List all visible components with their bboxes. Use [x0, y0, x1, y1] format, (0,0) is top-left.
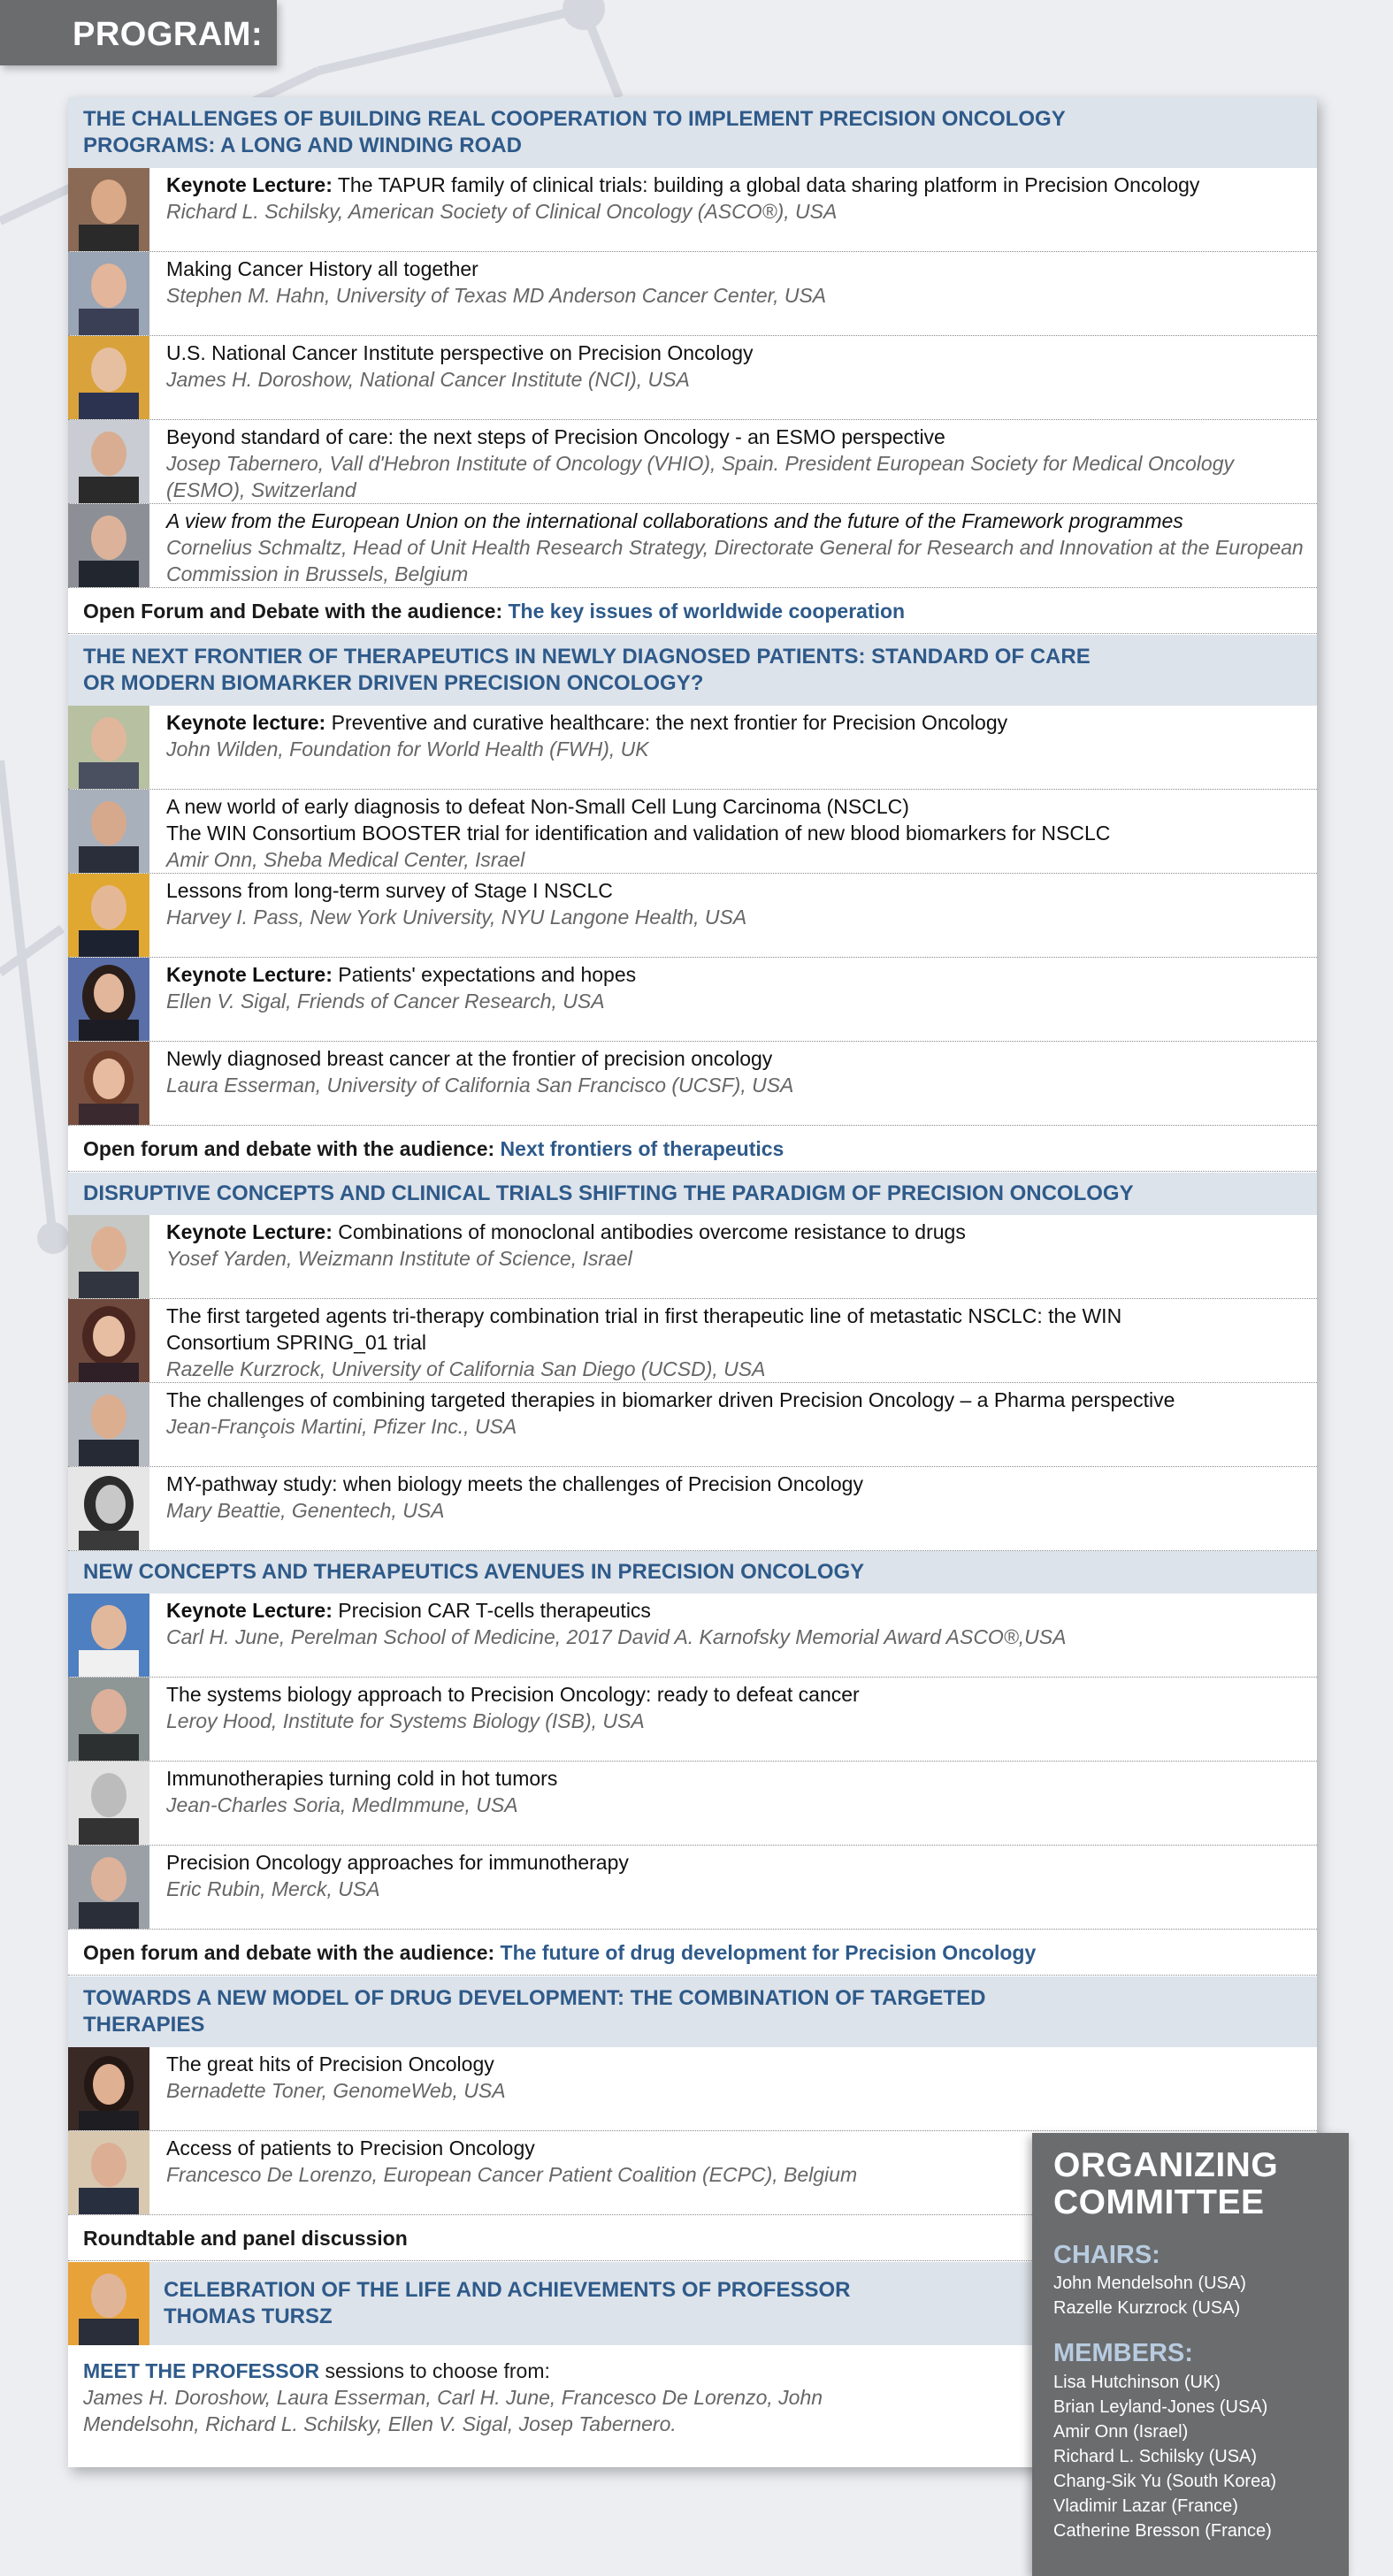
speaker-name: Francesco De Lorenzo, European Cancer Patient Coalition (ECPC), Belgium: [166, 2163, 858, 2186]
speaker-photo: [68, 2047, 149, 2130]
talk-row: [68, 168, 1317, 252]
talk-title: Access of patients to Precision Oncology: [166, 2136, 535, 2159]
speaker-name: Eric Rubin, Merck, USA: [166, 1877, 380, 1900]
member-name: Amir Onn (Israel): [1053, 2422, 1189, 2442]
open-forum-line: Open Forum and Debate with the audience: The key issues of worldwide cooperation: [68, 588, 1317, 634]
chair-name: John Mendelsohn (USA): [1053, 2274, 1246, 2293]
talk-row: [68, 1594, 1317, 1678]
section-header: [68, 635, 1317, 706]
talk-title: The first targeted agents tri-therapy combination trial in first therapeutic line of metastatic NSCLC: the WIN: [166, 1304, 1122, 1327]
talk-row: [68, 1042, 1317, 1126]
talk-row: [68, 252, 1317, 336]
section-header: [68, 1976, 1317, 2047]
talk-row: [68, 420, 1317, 504]
speaker-photo: [68, 504, 149, 587]
member-name: Lisa Hutchinson (UK): [1053, 2373, 1221, 2392]
talk-title: The challenges of combining targeted therapies in biomarker driven Precision Oncology – a Pharma perspective: [166, 1388, 1175, 1411]
speaker-name: Carl H. June, Perelman School of Medicine, 2017 David A. Karnofsky Memorial Award ASCO®,USA: [166, 1625, 1067, 1648]
open-forum-line: Open forum and debate with the audience: Next frontiers of therapeutics: [68, 1126, 1317, 1172]
open-forum-line: Open forum and debate with the audience: The future of drug development for Precision Oncology: [68, 1930, 1317, 1976]
speaker-name: John Wilden, Foundation for World Health (FWH), UK: [166, 738, 649, 761]
chair-name: Razelle Kurzrock (USA): [1053, 2298, 1241, 2318]
program-tab: PROGRAM:: [0, 0, 277, 65]
speaker-photo: [68, 252, 149, 335]
speaker-name: Yosef Yarden, Weizmann Institute of Science, Israel: [166, 1247, 632, 1270]
talk-row: [68, 706, 1317, 790]
speaker-photo: [68, 336, 149, 419]
speaker-name: Leroy Hood, Institute for Systems Biology (ISB), USA: [166, 1709, 645, 1732]
speaker-photo: [68, 1467, 149, 1550]
talk-subtitle: Consortium SPRING_01 trial: [166, 1331, 426, 1354]
section-title: THE NEXT FRONTIER OF THERAPEUTICS IN NEWLY DIAGNOSED PATIENTS: STANDARD OF CARE OR MODERN BIOMARKER DRIVEN PRECISION ONCOLOGY?: [83, 645, 1091, 695]
talk-row: [68, 336, 1317, 420]
speaker-photo: [68, 1678, 149, 1761]
speaker-photo: [68, 1594, 149, 1677]
member-name: Richard L. Schilsky (USA): [1053, 2447, 1258, 2466]
talk-title: Lessons from long-term survey of Stage I NSCLC: [166, 879, 613, 902]
talk-title: Keynote Lecture: Patients' expectations and hopes: [166, 963, 637, 986]
section-header: [68, 1551, 1317, 1594]
talk-title: Precision Oncology approaches for immunotherapy: [166, 1851, 629, 1874]
talk-title: Immunotherapies turning cold in hot tumors: [166, 1767, 558, 1790]
speaker-photo: [68, 958, 149, 1041]
speaker-name: James H. Doroshow, National Cancer Institute (NCI), USA: [166, 368, 690, 391]
section-title: DISRUPTIVE CONCEPTS AND CLINICAL TRIALS SHIFTING THE PARADIGM OF PRECISION ONCOLOGY: [83, 1181, 1134, 1205]
member-name: Vladimir Lazar (France): [1053, 2496, 1238, 2516]
speaker-name: Cornelius Schmaltz, Head of Unit Health Research Strategy, Directorate General for Research and Innovation at the European Commission in Brussels, Belgium: [166, 536, 1304, 585]
speaker-photo: [68, 790, 149, 873]
celebration-title: CELEBRATION OF THE LIFE AND ACHIEVEMENTS OF PROFESSOR THOMAS TURSZ: [164, 2278, 851, 2328]
section-title: THE CHALLENGES OF BUILDING REAL COOPERATION TO IMPLEMENT PRECISION ONCOLOGY PROGRAMS: A LONG AND WINDING ROAD: [83, 107, 1066, 157]
speaker-name: Bernadette Toner, GenomeWeb, USA: [166, 2079, 506, 2102]
talk-row: [68, 1678, 1317, 1762]
speaker-name: Harvey I. Pass, New York University, NYU Langone Health, USA: [166, 906, 747, 929]
talk-row: [68, 790, 1317, 874]
speaker-photo: [68, 168, 149, 251]
members-label: MEMBERS:: [1053, 2339, 1193, 2367]
meet-the-professor: MEET THE PROFESSOR sessions to choose from:: [83, 2359, 550, 2382]
talk-title: A new world of early diagnosis to defeat Non-Small Cell Lung Carcinoma (NSCLC): [166, 795, 909, 818]
meet-professor-names: James H. Doroshow, Laura Esserman, Carl H. June, Francesco De Lorenzo, John Mendelsohn, Richard L. Schilsky, Ellen V. Sigal, Josep Tabernero.: [83, 2386, 823, 2435]
talk-title: Keynote Lecture: Precision CAR T-cells therapeutics: [166, 1599, 651, 1622]
speaker-photo: [68, 706, 149, 789]
section-title: TOWARDS A NEW MODEL OF DRUG DEVELOPMENT: THE COMBINATION OF TARGETED THERAPIES: [83, 1986, 986, 2037]
talk-row: [68, 874, 1317, 958]
talk-title: Beyond standard of care: the next steps of Precision Oncology - an ESMO perspective: [166, 425, 945, 448]
speaker-name: Mary Beattie, Genentech, USA: [166, 1499, 445, 1522]
section-header: [68, 1173, 1317, 1215]
talk-row: [68, 1299, 1317, 1383]
section-title: NEW CONCEPTS AND THERAPEUTICS AVENUES IN PRECISION ONCOLOGY: [83, 1560, 865, 1584]
committee-title: ORGANIZING COMMITTEE: [1053, 2146, 1279, 2221]
talk-title: Keynote Lecture: The TAPUR family of clinical trials: building a global data sharing platform in Precision Oncology: [166, 173, 1200, 196]
speaker-name: Jean-Charles Soria, MedImmune, USA: [166, 1793, 518, 1816]
talk-title: The great hits of Precision Oncology: [166, 2052, 494, 2075]
speaker-photo: [68, 2262, 149, 2345]
talk-title: U.S. National Cancer Institute perspective on Precision Oncology: [166, 341, 754, 364]
roundtable-line: Roundtable and panel discussion: [68, 2215, 1317, 2261]
talk-title: Keynote lecture: Preventive and curative healthcare: the next frontier for Precision Oncology: [166, 711, 1008, 734]
member-name: Chang-Sik Yu (South Korea): [1053, 2472, 1277, 2491]
talk-title: A view from the European Union on the international collaborations and the future of the Framework programmes: [166, 509, 1183, 532]
speaker-photo: [68, 1042, 149, 1125]
talk-title: Keynote Lecture: Combinations of monoclonal antibodies overcome resistance to drugs: [166, 1220, 966, 1243]
speaker-photo: [68, 1846, 149, 1929]
speaker-name: Amir Onn, Sheba Medical Center, Israel: [166, 848, 525, 871]
member-name: Catherine Bresson (France): [1053, 2521, 1272, 2541]
talk-row: [68, 1762, 1317, 1846]
speaker-photo: [68, 1762, 149, 1845]
program-panel: [68, 97, 1317, 2467]
talk-title: Newly diagnosed breast cancer at the frontier of precision oncology: [166, 1047, 773, 1070]
talk-row: [68, 1846, 1317, 1930]
speaker-photo: [68, 2131, 149, 2214]
speaker-name: Jean-François Martini, Pfizer Inc., USA: [166, 1415, 517, 1438]
speaker-name: Razelle Kurzrock, University of California San Diego (UCSD), USA: [166, 1357, 766, 1380]
talk-subtitle: The WIN Consortium BOOSTER trial for identification and validation of new blood biomarkers for NSCLC: [166, 822, 1111, 845]
talk-row: [68, 1383, 1317, 1467]
talk-title: Making Cancer History all together: [166, 257, 478, 280]
speaker-photo: [68, 1299, 149, 1382]
speaker-name: Josep Tabernero, Vall d'Hebron Institute of Oncology (VHIO), Spain. President European Society for Medical Oncology (ESMO), Switzerland: [166, 452, 1234, 501]
talk-row: [68, 504, 1317, 588]
speaker-photo: [68, 1383, 149, 1466]
organizing-committee: [1032, 2133, 1349, 2576]
talk-row: [68, 1467, 1317, 1551]
speaker-photo: [68, 1215, 149, 1298]
talk-title: MY-pathway study: when biology meets the challenges of Precision Oncology: [166, 1472, 863, 1495]
speaker-photo: [68, 420, 149, 503]
speaker-name: Laura Esserman, University of California San Francisco (UCSF), USA: [166, 1074, 794, 1097]
speaker-name: Richard L. Schilsky, American Society of Clinical Oncology (ASCO®), USA: [166, 200, 838, 223]
speaker-name: Stephen M. Hahn, University of Texas MD Anderson Cancer Center, USA: [166, 284, 827, 307]
speaker-name: Ellen V. Sigal, Friends of Cancer Research, USA: [166, 990, 605, 1013]
talk-title: The systems biology approach to Precision Oncology: ready to defeat cancer: [166, 1683, 860, 1706]
talk-row: [68, 958, 1317, 1042]
chairs-label: CHAIRS:: [1053, 2241, 1160, 2269]
talk-row: [68, 2047, 1317, 2131]
talk-row: [68, 1215, 1317, 1299]
section-header: [68, 97, 1317, 168]
speaker-photo: [68, 874, 149, 957]
member-name: Brian Leyland-Jones (USA): [1053, 2397, 1268, 2417]
